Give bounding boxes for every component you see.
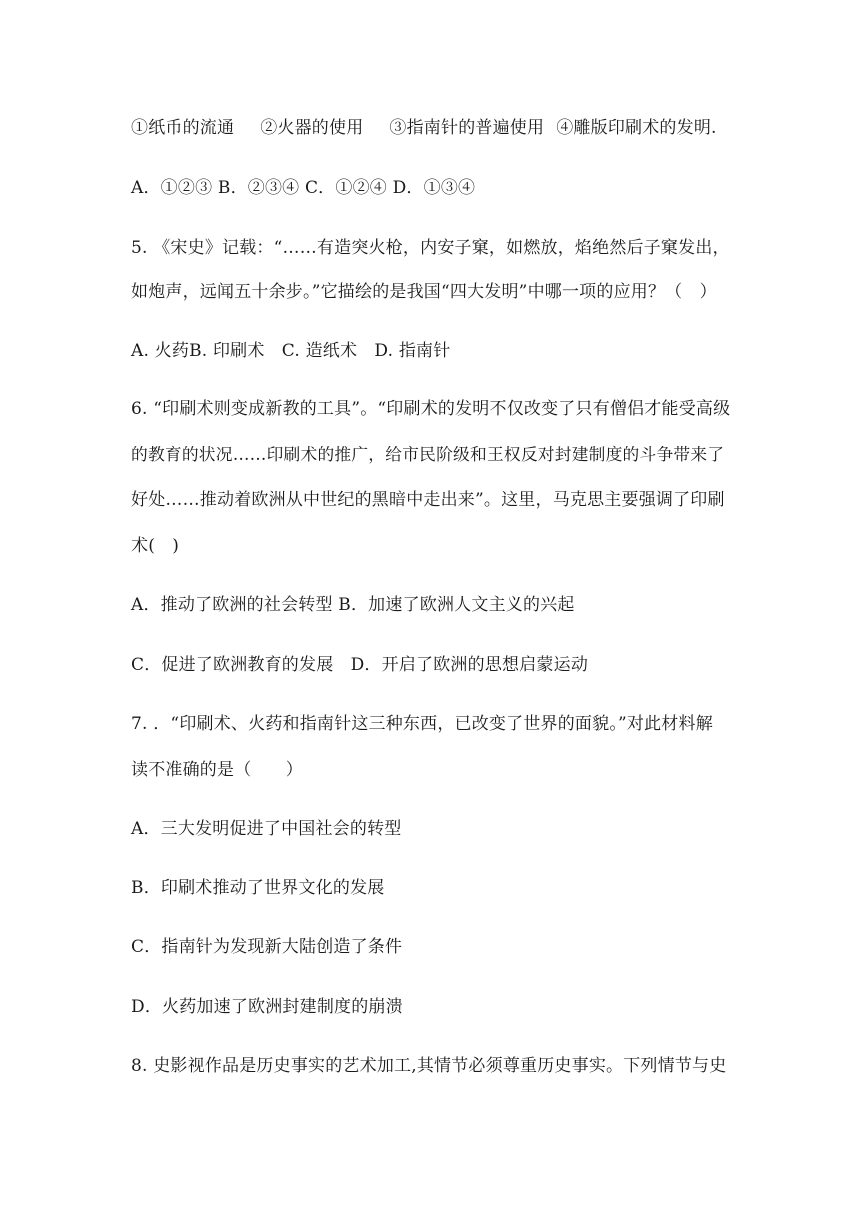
q8-stem-line-1: 8. 史影视作品是历史事实的艺术加工,其情节必须尊重历史事实。下列情节与史: [131, 1056, 727, 1076]
q7-option-d: D．火药加速了欧洲封建制度的崩溃: [131, 997, 403, 1017]
q4-options: A．①②③ B．②③④ C．①②④ D．①③④: [131, 178, 476, 198]
q4-items-line: [131, 117, 731, 139]
q7-option-a: A．三大发明促进了中国社会的转型: [131, 819, 402, 839]
q4-item-2: ②火器的使用: [260, 118, 364, 138]
q6-options-line-2: C．促进了欧洲教育的发展 D．开启了欧洲的思想启蒙运动: [131, 655, 589, 675]
q5-stem-line-1: 5. 《宋史》记载：“……有造突火枪，内安子窠，如燃放，焰绝然后子窠发出，: [131, 238, 730, 258]
q6-options-line-1: A．推动了欧洲的社会转型 B．加速了欧洲人文主义的兴起: [131, 595, 575, 615]
q7-option-c: C．指南针为发现新大陆创造了条件: [131, 937, 403, 957]
q6-stem-line-3: 好处……推动着欧洲从中世纪的黑暗中走出来”。这里，马克思主要强调了印刷: [131, 490, 725, 510]
q4-item-4: ④雕版印刷术的发明.: [556, 118, 717, 138]
q6-stem-line-1: 6. “印刷术则变成新教的工具”。“印刷术的发明不仅改变了只有僧侣才能受高级: [131, 399, 731, 419]
q6-stem-line-4: 术( ): [131, 536, 180, 556]
q4-item-1: ①纸币的流通: [131, 118, 235, 138]
q6-stem-line-2: 的教育的状况……印刷术的推广，给市民阶级和王权反对封建制度的斗争带来了: [131, 444, 725, 464]
q7-option-b: B．印刷术推动了世界文化的发展: [131, 878, 385, 898]
q5-stem-line-2: 如炮声，远闻五十余步。”它描绘的是我国“四大发明”中哪一项的应用？（ ）: [131, 282, 717, 302]
q7-stem-line-1: 7. ．“印刷术、火药和指南针这三种东西，已改变了世界的面貌。”对此材料解: [131, 714, 713, 734]
q5-options: A. 火药B. 印刷术 C. 造纸术 D. 指南针: [131, 341, 451, 361]
q4-item-3: ③指南针的普遍使用: [389, 118, 545, 138]
q7-stem-line-2: 读不准确的是（ ）: [131, 760, 303, 780]
